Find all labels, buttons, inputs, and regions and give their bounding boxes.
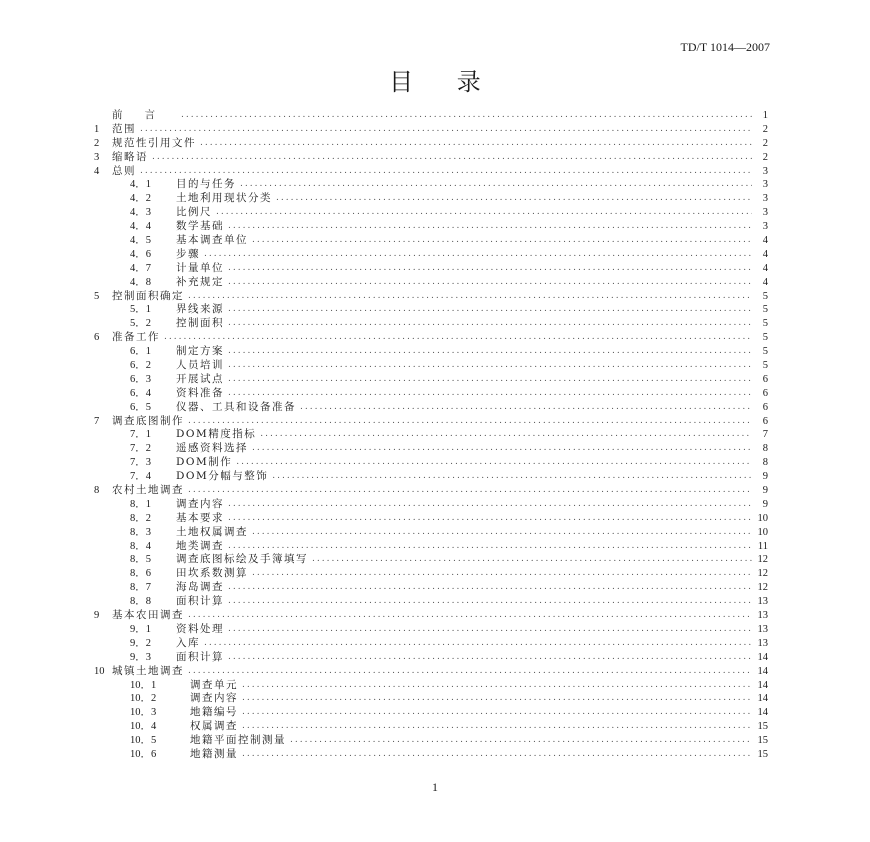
toc-entry-title: 缩略语 [112, 150, 148, 163]
toc-entry[interactable] [94, 387, 768, 401]
toc-entry-number: 10．5 [130, 735, 157, 747]
toc-entry[interactable] [94, 734, 768, 748]
toc-dot-leader [252, 526, 752, 540]
toc-entry-page: 9 [762, 471, 768, 483]
toc-entry-title: 开展试点 [176, 372, 224, 385]
toc-entry-title: 人员培训 [176, 359, 224, 372]
toc-entry-title: 基本调查单位 [176, 234, 248, 246]
toc-dot-leader [228, 595, 752, 609]
toc-entry[interactable] [94, 609, 768, 623]
toc-entry-page: 2 [762, 137, 768, 149]
toc-entry-page: 12 [757, 582, 768, 594]
toc-entry-title: 步骤 [176, 247, 200, 260]
toc-entry[interactable] [94, 276, 768, 290]
toc-entry-number: 4．8 [130, 276, 151, 288]
toc-entry-title: 基本农田调查 [112, 609, 184, 622]
toc-entry-title: 控制面积 [176, 317, 224, 330]
toc-entry-title: 规范性引用文件 [112, 136, 196, 149]
toc-dot-leader [242, 706, 752, 720]
toc-entry-page: 12 [757, 568, 768, 580]
toc-entry-page: 15 [757, 735, 768, 747]
toc-entry-page: 14 [757, 707, 768, 719]
toc-dot-leader [236, 456, 752, 470]
toc-entry-page: 8 [762, 457, 768, 469]
toc-entry-page: 6 [762, 373, 768, 385]
toc-entry-number: 9．3 [130, 651, 151, 663]
toc-entry-title: DOM制作 [176, 456, 233, 469]
toc-dot-leader [228, 581, 752, 595]
toc-dot-leader [252, 234, 752, 248]
toc-entry-title: 遥感资料选择 [176, 442, 248, 455]
toc-entry-page: 15 [757, 748, 768, 760]
toc-entry-number: 8．2 [130, 512, 151, 524]
toc-dot-leader [242, 748, 752, 762]
toc-entry-page: 5 [762, 318, 768, 330]
toc-entry-number: 10 [94, 665, 105, 677]
toc-dot-leader [188, 290, 752, 304]
toc-entry-title: 调查底图标绘及手簿填写 [176, 553, 308, 566]
page-number: 1 [432, 780, 438, 794]
toc-entry[interactable] [94, 456, 768, 470]
toc-entry[interactable] [94, 331, 768, 345]
toc-entry-page: 7 [762, 429, 768, 441]
toc-entry-number: 7 [94, 415, 100, 427]
toc-entry[interactable] [94, 220, 768, 234]
toc-dot-leader [228, 317, 752, 331]
toc-entry-number: 7．1 [130, 429, 151, 441]
toc-entry-page: 1 [762, 109, 768, 121]
toc-dot-leader [252, 567, 752, 581]
toc-entry-number: 8 [94, 485, 100, 497]
toc-entry-page: 3 [762, 165, 768, 177]
toc-dot-leader [228, 387, 752, 401]
toc-entry-number: 10．1 [130, 679, 157, 691]
toc-entry[interactable] [94, 428, 768, 442]
toc-entry[interactable] [94, 498, 768, 512]
toc-dot-leader [242, 720, 752, 734]
toc-entry-page: 5 [762, 332, 768, 344]
toc-entry-title: 界线来源 [176, 303, 224, 316]
toc-entry-title: 资料准备 [176, 386, 224, 399]
toc-dot-leader [228, 359, 752, 373]
toc-dot-leader [228, 262, 752, 276]
toc-dot-leader [228, 623, 752, 637]
toc-dot-leader [290, 734, 752, 748]
toc-entry-title: 基本要求 [176, 511, 224, 524]
toc-entry-number: 10．2 [130, 693, 157, 705]
toc-dot-leader [228, 651, 752, 665]
toc-entry[interactable] [94, 665, 768, 679]
toc-entry[interactable] [94, 248, 768, 262]
toc-dot-leader [188, 609, 752, 623]
toc-entry-number: 4 [94, 165, 100, 177]
toc-entry-number: 5 [94, 290, 100, 302]
toc-entry[interactable] [94, 720, 768, 734]
toc-entry[interactable] [94, 554, 768, 568]
toc-entry-number: 10．6 [130, 748, 157, 760]
toc-dot-leader [188, 665, 752, 679]
toc-entry-number: 5．2 [130, 318, 151, 330]
toc-entry[interactable] [94, 317, 768, 331]
toc-entry-page: 3 [762, 193, 768, 205]
toc-dot-leader [242, 692, 752, 706]
toc-entry-page: 8 [762, 443, 768, 455]
toc-entry-title: 仪器、工具和设备准备 [176, 400, 296, 413]
toc-entry-title: 田坎系数测算 [176, 567, 248, 580]
toc-entry[interactable] [94, 484, 768, 498]
toc-entry-page: 3 [762, 207, 768, 219]
toc-dot-leader [216, 206, 752, 220]
toc-entry-page: 14 [757, 665, 768, 677]
toc-entry[interactable] [94, 178, 768, 192]
toc-entry-page: 13 [757, 637, 768, 649]
toc-entry-title: 农村土地调查 [112, 484, 184, 497]
toc-entry-page: 14 [757, 679, 768, 691]
toc-entry[interactable] [94, 303, 768, 317]
toc-entry-title: 地籍编号 [190, 706, 238, 719]
toc-entry[interactable] [94, 123, 768, 137]
toc-entry-page: 5 [762, 360, 768, 372]
toc-entry-number: 6．5 [130, 401, 151, 413]
toc-entry[interactable] [94, 345, 768, 359]
toc-entry-title: DOM精度指标 [176, 428, 257, 441]
toc-entry[interactable] [94, 512, 768, 526]
toc-dot-leader [312, 553, 752, 567]
toc-entry-number: 4．4 [130, 221, 151, 233]
toc-entry-page: 4 [762, 248, 768, 260]
toc-entry-page: 9 [762, 485, 768, 497]
toc-entry-page: 13 [757, 610, 768, 622]
toc-entry-page: 15 [757, 721, 768, 733]
toc-entry-title: DOM分幅与整饰 [176, 470, 269, 483]
toc-entry-number: 8．4 [130, 540, 151, 552]
toc-entry-page: 2 [762, 151, 768, 163]
toc-entry-number: 3 [94, 151, 100, 163]
toc-entry-page: 4 [762, 276, 768, 288]
toc-entry[interactable] [94, 679, 768, 693]
toc-dot-leader [228, 345, 752, 359]
toc-dot-leader [204, 637, 752, 651]
toc-entry-page: 2 [762, 123, 768, 135]
toc-entry-title: 土地权属调查 [176, 525, 248, 538]
toc-dot-leader [164, 331, 752, 345]
toc-entry-page: 5 [762, 304, 768, 316]
toc-dot-leader [228, 512, 752, 526]
toc-entry-title: 控制面积确定 [112, 289, 184, 302]
toc-entry[interactable] [94, 526, 768, 540]
toc-entry-title: 总则 [112, 164, 136, 177]
toc-entry-page: 4 [762, 235, 768, 246]
toc-dot-leader [242, 679, 752, 693]
toc-entry-number: 4．1 [130, 179, 151, 191]
toc-entry-number: 6．2 [130, 360, 151, 372]
toc-entry-number: 4．7 [130, 262, 151, 274]
toc-entry[interactable] [94, 109, 768, 123]
toc-dot-leader [181, 109, 752, 123]
toc-entry-page: 10 [757, 512, 768, 524]
toc-entry[interactable] [94, 651, 768, 665]
toc-entry-title: 地类调查 [176, 539, 224, 552]
toc-entry-title: 调查内容 [176, 497, 224, 510]
toc-entry[interactable] [94, 262, 768, 276]
toc-entry-number: 8．3 [130, 526, 151, 538]
toc-entry-number: 6 [94, 332, 100, 344]
toc-entry-title: 地籍平面控制测量 [190, 734, 286, 747]
toc-entry-title: 调查单元 [190, 678, 238, 691]
toc-entry-title: 前言 [112, 108, 177, 121]
page-title: 目 录 [389, 68, 499, 96]
toc-dot-leader [228, 276, 752, 290]
toc-entry-page: 12 [757, 554, 768, 566]
toc-entry[interactable] [94, 581, 768, 595]
toc-entry[interactable] [94, 206, 768, 220]
toc-entry-number: 4．5 [130, 235, 151, 246]
toc-entry[interactable] [94, 359, 768, 373]
toc-entry-page: 6 [762, 401, 768, 413]
toc-entry[interactable] [94, 692, 768, 706]
toc-dot-leader [272, 470, 752, 484]
table-of-contents [94, 109, 768, 762]
toc-dot-leader [140, 165, 752, 179]
toc-entry-page: 14 [757, 651, 768, 663]
toc-dot-leader [188, 415, 752, 429]
toc-entry-title: 补充规定 [176, 275, 224, 288]
toc-entry-number: 8．6 [130, 568, 151, 580]
toc-entry[interactable] [94, 401, 768, 415]
toc-entry-number: 4．2 [130, 193, 151, 205]
toc-entry-title: 制定方案 [176, 345, 224, 358]
toc-entry-title: 城镇土地调查 [112, 664, 184, 677]
toc-entry-number: 10．3 [130, 707, 157, 719]
toc-entry[interactable] [94, 137, 768, 151]
toc-dot-leader [252, 442, 752, 456]
toc-entry-number: 4．3 [130, 207, 151, 219]
toc-entry-title: 土地利用现状分类 [176, 192, 272, 205]
toc-entry-page: 5 [762, 346, 768, 358]
toc-entry[interactable] [94, 623, 768, 637]
toc-entry-page: 6 [762, 415, 768, 427]
toc-entry-number: 1 [94, 123, 100, 135]
toc-entry-title: 调查内容 [190, 692, 238, 705]
toc-entry-title: 海岛调查 [176, 581, 224, 594]
toc-entry-number: 2 [94, 137, 100, 149]
toc-entry-number: 10．4 [130, 721, 157, 733]
toc-entry-number: 6．4 [130, 387, 151, 399]
toc-entry-number: 4．6 [130, 248, 151, 260]
toc-entry-page: 6 [762, 387, 768, 399]
toc-entry-title: 资料处理 [176, 622, 224, 635]
toc-entry[interactable] [94, 373, 768, 387]
toc-dot-leader [188, 484, 752, 498]
standard-code: TD/T 1014—2007 [680, 40, 770, 54]
toc-entry-page: 11 [757, 540, 768, 552]
toc-entry[interactable] [94, 637, 768, 651]
toc-dot-leader [228, 220, 752, 234]
toc-dot-leader [260, 428, 752, 442]
toc-dot-leader [228, 303, 752, 317]
toc-entry-page: 13 [757, 596, 768, 608]
toc-dot-leader [152, 151, 752, 165]
toc-entry-title: 数学基础 [176, 220, 224, 233]
toc-entry[interactable] [94, 290, 768, 304]
toc-entry-title: 范围 [112, 122, 136, 135]
toc-dot-leader [204, 248, 752, 262]
toc-entry[interactable] [94, 151, 768, 165]
toc-entry[interactable] [94, 706, 768, 720]
toc-entry-title: 计量单位 [176, 261, 224, 274]
toc-entry-number: 7．4 [130, 471, 151, 483]
toc-entry-number: 8．8 [130, 596, 151, 608]
toc-entry[interactable] [94, 748, 768, 762]
toc-entry-title: 地籍测量 [190, 747, 238, 760]
toc-entry-number: 8．5 [130, 554, 151, 566]
toc-dot-leader [200, 137, 752, 151]
toc-entry-number: 6．3 [130, 373, 151, 385]
toc-entry-page: 10 [757, 526, 768, 538]
toc-entry-number: 9．1 [130, 623, 151, 635]
toc-entry-page: 9 [762, 498, 768, 510]
toc-dot-leader [228, 373, 752, 387]
toc-entry-title: 面积计算 [176, 595, 224, 608]
toc-entry-number: 6．1 [130, 346, 151, 358]
toc-entry[interactable] [94, 234, 768, 248]
toc-dot-leader [276, 192, 752, 206]
toc-dot-leader [140, 123, 752, 137]
toc-entry[interactable] [94, 567, 768, 581]
toc-entry[interactable] [94, 165, 768, 179]
toc-dot-leader [228, 540, 752, 554]
toc-entry-page: 3 [762, 221, 768, 233]
toc-entry-page: 4 [762, 262, 768, 274]
toc-entry-number: 7．3 [130, 457, 151, 469]
toc-entry-title: 目的与任务 [176, 178, 236, 191]
toc-entry-number: 9 [94, 610, 100, 622]
toc-entry[interactable] [94, 595, 768, 609]
toc-entry-title: 比例尺 [176, 206, 212, 219]
toc-entry-title: 准备工作 [112, 331, 160, 344]
toc-entry-page: 13 [757, 623, 768, 635]
toc-entry[interactable] [94, 415, 768, 429]
toc-entry-number: 7．2 [130, 443, 151, 455]
toc-entry-number: 9．2 [130, 637, 151, 649]
toc-entry-page: 3 [762, 179, 768, 191]
toc-entry[interactable] [94, 192, 768, 206]
toc-entry-number: 5．1 [130, 304, 151, 316]
toc-entry[interactable] [94, 442, 768, 456]
toc-entry-number: 8．1 [130, 498, 151, 510]
toc-dot-leader [300, 401, 752, 415]
toc-entry-title: 权属调查 [190, 720, 238, 733]
toc-entry-page: 14 [757, 693, 768, 705]
toc-entry-title: 调查底图制作 [112, 414, 184, 427]
toc-entry-title: 入库 [176, 636, 200, 649]
toc-entry-number: 8．7 [130, 582, 151, 594]
toc-entry[interactable] [94, 470, 768, 484]
toc-dot-leader [240, 178, 752, 192]
toc-entry[interactable] [94, 540, 768, 554]
toc-dot-leader [228, 498, 752, 512]
toc-entry-title: 面积计算 [176, 650, 224, 663]
toc-entry-page: 5 [762, 290, 768, 302]
